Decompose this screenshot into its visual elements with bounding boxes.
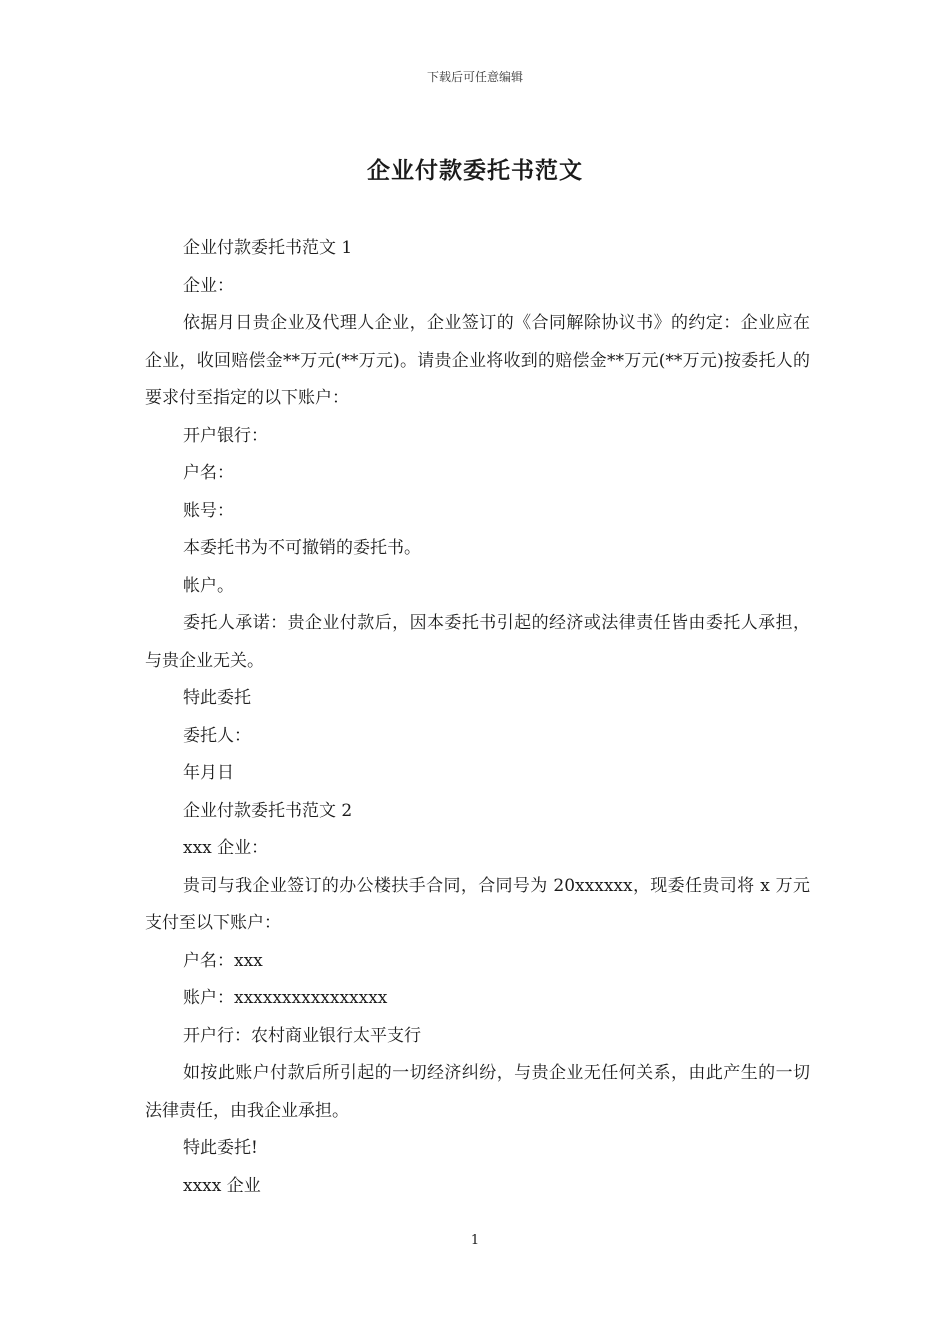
salutation-1: 企业： [183, 275, 234, 296]
signatory-field: 委托人： [183, 725, 251, 746]
body-paragraph: 帐户。 [183, 575, 234, 596]
body-paragraph: 依据月日贵企业及代理人企业，企业签订的《合同解除协议书》的约定：企业应在企业，收回赔偿金**万元(**万元)。请贵企业将收到的赔偿金**万元(**万元)按委托人的要求付至指定的以下账户： [145, 313, 810, 408]
date-field: 年月日 [183, 763, 234, 783]
header-note: 下载后可任意编辑 [426, 70, 523, 84]
document-title: 企业付款委托书范文 [367, 157, 583, 184]
section-heading-2: 企业付款委托书范文 2 [183, 800, 353, 821]
account-number-field: 账号： [183, 500, 234, 521]
document-body [145, 230, 810, 1205]
page-number: 1 [470, 1233, 480, 1248]
account-number-field: 账户：xxxxxxxxxxxxxxxx [183, 988, 388, 1008]
signatory-field: xxxx 企业 [183, 1175, 261, 1196]
body-paragraph: 本委托书为不可撤销的委托书。 [183, 538, 421, 558]
body-paragraph: 贵司与我企业签订的办公楼扶手合同，合同号为 20xxxxxx，现委任贵司将 x 万元支付至以下账户： [145, 875, 810, 933]
closing-line: 特此委托! [183, 1138, 258, 1158]
account-name-field: 户名：xxx [183, 950, 263, 971]
closing-line: 特此委托 [183, 688, 251, 708]
body-paragraph: 委托人承诺：贵企业付款后，因本委托书引起的经济或法律责任皆由委托人承担，与贵企业无关。 [145, 613, 810, 671]
body-paragraph: 如按此账户付款后所引起的一切经济纠纷，与贵企业无任何关系，由此产生的一切法律责任，由我企业承担。 [145, 1063, 810, 1121]
account-name-field: 户名： [183, 463, 234, 483]
section-heading-1: 企业付款委托书范文 1 [183, 238, 353, 258]
salutation-2: xxx 企业： [183, 838, 269, 858]
bank-field: 开户行：农村商业银行太平支行 [183, 1025, 421, 1046]
bank-field: 开户银行： [183, 425, 268, 446]
